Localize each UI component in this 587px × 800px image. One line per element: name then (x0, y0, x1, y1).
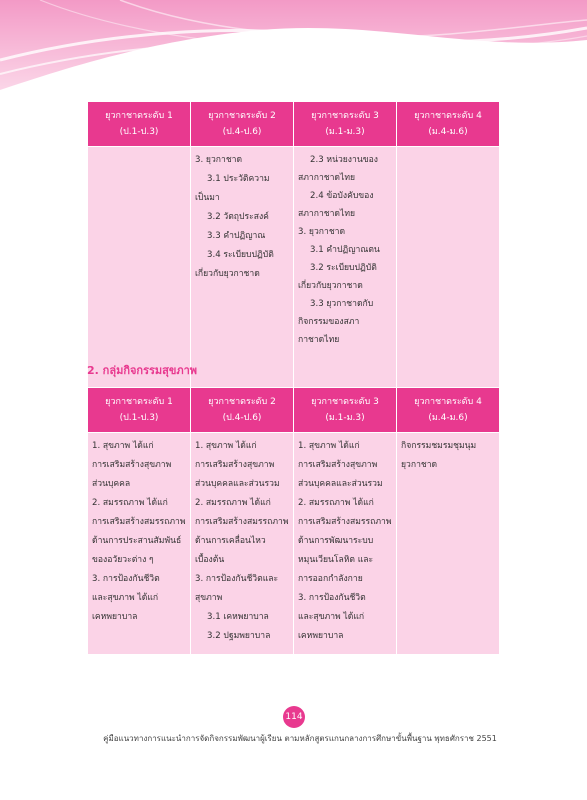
header-level-2: ยุวกาชาดระดับ 2 (ป.4-ป.6) (191, 388, 294, 433)
table-cell-level-3: 2.3 หน่วยงานของ สภากาชาดไทย 2.4 ข้อบังคับของ สภากาชาดไทย 3. ยุวกาชาด 3.1 คำปฏิญาณตน 3.2 ระเบียบปฏิบัติ เกี่ยวกับยุวกาชาด 3.3 ยุวกาชาดกับ กิจกรรมของสภา กาชาดไทย (294, 147, 397, 390)
table-cell-level-4 (397, 147, 500, 390)
section-title: 2. กลุ่มกิจกรรมสุขภาพ (87, 364, 198, 377)
table-row (88, 147, 500, 390)
table-cell-level-2: 1. สุขภาพ ได้แก่ การเสริมสร้างสุขภาพ ส่วนบุคคลและส่วนรวม 2. สมรรถภาพ ได้แก่ การเสริมสร้างสมรรถภาพ ด้านการเคลื่อนไหว เบื้องต้น 3. การป้องกันชีวิตและ สุขภาพ 3.1 เคหพยาบาล 3.2 ปฐมพยาบาล (191, 433, 294, 655)
header-level-3: ยุวกาชาดระดับ 3 (ม.1-ม.3) (294, 102, 397, 147)
header-level-3: ยุวกาชาดระดับ 3 (ม.1-ม.3) (294, 388, 397, 433)
page-number-badge: 114 (283, 706, 305, 728)
table-cell-level-3: 1. สุขภาพ ได้แก่ การเสริมสร้างสุขภาพ ส่วนบุคคลและส่วนรวม 2. สมรรถภาพ ได้แก่ การเสริมสร้างสมรรถภาพ ด้านการพัฒนาระบบ หมุนเวียนโลหิต และ การออกกำลังกาย 3. การป้องกันชีวิต และสุขภาพ ได้แก่ เคหพยาบาล (294, 433, 397, 655)
header-level-1: ยุวกาชาดระดับ 1 (ป.1-ป.3) (88, 102, 191, 147)
table-cell-level-1: 1. สุขภาพ ได้แก่ การเสริมสร้างสุขภาพ ส่วนบุคคล 2. สมรรถภาพ ได้แก่ การเสริมสร้างสมรรถภาพ ด้านการประสานสัมพันธ์ ของอวัยวะต่าง ๆ 3. การป้องกันชีวิต และสุขภาพ ได้แก่ เคหพยาบาล (88, 433, 191, 655)
table-cell-level-4: กิจกรรมชมรมชุมนุม ยุวกาชาด (397, 433, 500, 655)
header-level-2: ยุวกาชาดระดับ 2 (ป.4-ป.6) (191, 102, 294, 147)
table-header-row (88, 388, 500, 433)
header-level-4: ยุวกาชาดระดับ 4 (ม.4-ม.6) (397, 388, 500, 433)
header-level-1: ยุวกาชาดระดับ 1 (ป.1-ป.3) (88, 388, 191, 433)
table-cell-level-2: 3. ยุวกาชาด 3.1 ประวัติความ เป็นมา 3.2 วัตถุประสงค์ 3.3 คำปฏิญาณ 3.4 ระเบียบปฏิบัติ เกี่ยวกับยุวกาชาด (191, 147, 294, 390)
header-decoration (0, 0, 587, 100)
footer-text: คู่มือแนวทางการแนะนำการจัดกิจกรรมพัฒนาผู้เรียน ตามหลักสูตรแกนกลางการศึกษาขั้นพื้นฐาน พุทธศักราช 2551 (103, 734, 497, 743)
header-level-4: ยุวกาชาดระดับ 4 (ม.4-ม.6) (397, 102, 500, 147)
table-row (88, 433, 500, 655)
table-cell-level-1 (88, 147, 191, 390)
table-header-row (88, 102, 500, 147)
activity-table-1 (87, 101, 500, 390)
activity-table-2 (87, 387, 500, 655)
